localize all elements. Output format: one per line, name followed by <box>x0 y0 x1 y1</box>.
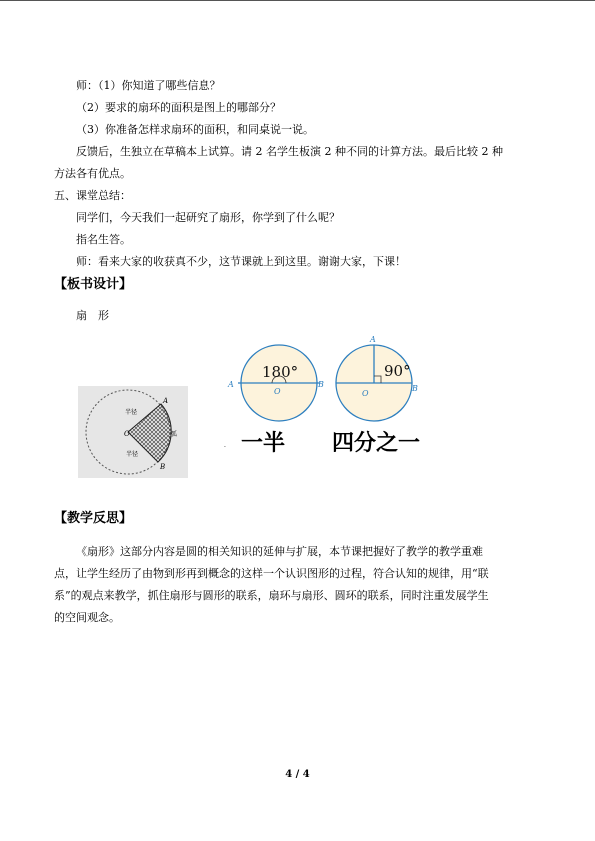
dot-mark: . <box>224 442 226 449</box>
board-design-heading: 【板书设计】 <box>54 277 133 292</box>
text-line-1: 师：（1）你知道了哪些信息？ <box>76 79 221 92</box>
caption-half: 一半 <box>241 431 286 456</box>
half-circle-figure <box>224 340 324 425</box>
circle2-point-b: B <box>412 384 418 393</box>
reflection-heading: 【教学反思】 <box>54 511 133 526</box>
reflection-line-4: 的空间观念。 <box>54 611 120 624</box>
radius-label-bottom: 半径 <box>126 451 139 458</box>
quarter-circle-figure <box>330 332 430 425</box>
text-line-9: 师：看来大家的收获真不少，这节课就上到这里。谢谢大家，下课！ <box>76 255 406 268</box>
circle2-point-a: A <box>370 335 376 344</box>
circle1-center: O <box>274 387 281 396</box>
board-title: 扇 形 <box>76 309 109 322</box>
page-number: 4 / 4 <box>285 769 310 780</box>
text-line-7: 同学们，今天我们一起研究了扇形，你学到了什么呢？ <box>76 211 340 224</box>
text-line-4: 反馈后，生独立在草稿本上试算。请 2 名学生板演 2 种不同的计算方法。最后比较 2 种 <box>76 145 503 158</box>
text-line-5: 方法各有优点。 <box>54 167 131 180</box>
text-line-3: （3）你准备怎样求扇环的面积，和同桌说一说。 <box>76 123 314 136</box>
circle2-center: O <box>362 389 369 398</box>
sector-point-b: B <box>160 463 166 471</box>
text-line-2: （2）要求的扇环的面积是图上的哪部分？ <box>76 101 281 114</box>
reflection-line-3: 系”的观点来教学，抓住扇形与圆形的联系，扇环与扇形、圆环的联系，同时注重发展学生 <box>54 589 489 602</box>
sector-center-label: O <box>124 430 130 438</box>
header-rule <box>0 0 595 1</box>
arc-label: 弧 <box>171 431 178 438</box>
angle-label-1: 180° <box>262 363 299 381</box>
reflection-line-2: 点，让学生经历了由物到形再到概念的这样一个认识图形的过程，符合认知的规律，用“联 <box>54 567 489 580</box>
section-title: 五、课堂总结： <box>54 189 131 202</box>
circle1-point-b: B <box>318 380 324 389</box>
text-line-8: 指名生答。 <box>76 233 131 246</box>
circle1-point-a: A <box>228 380 234 389</box>
sector-point-a: A <box>163 397 169 405</box>
reflection-line-1: 《扇形》这部分内容是圆的相关知识的延伸与扩展，本节课把握好了教学的教学重难 <box>76 545 483 558</box>
sector-figure <box>78 386 188 478</box>
caption-quarter: 四分之一 <box>332 431 421 456</box>
radius-label-top: 半径 <box>125 409 138 416</box>
angle-label-2: 90° <box>384 362 411 380</box>
